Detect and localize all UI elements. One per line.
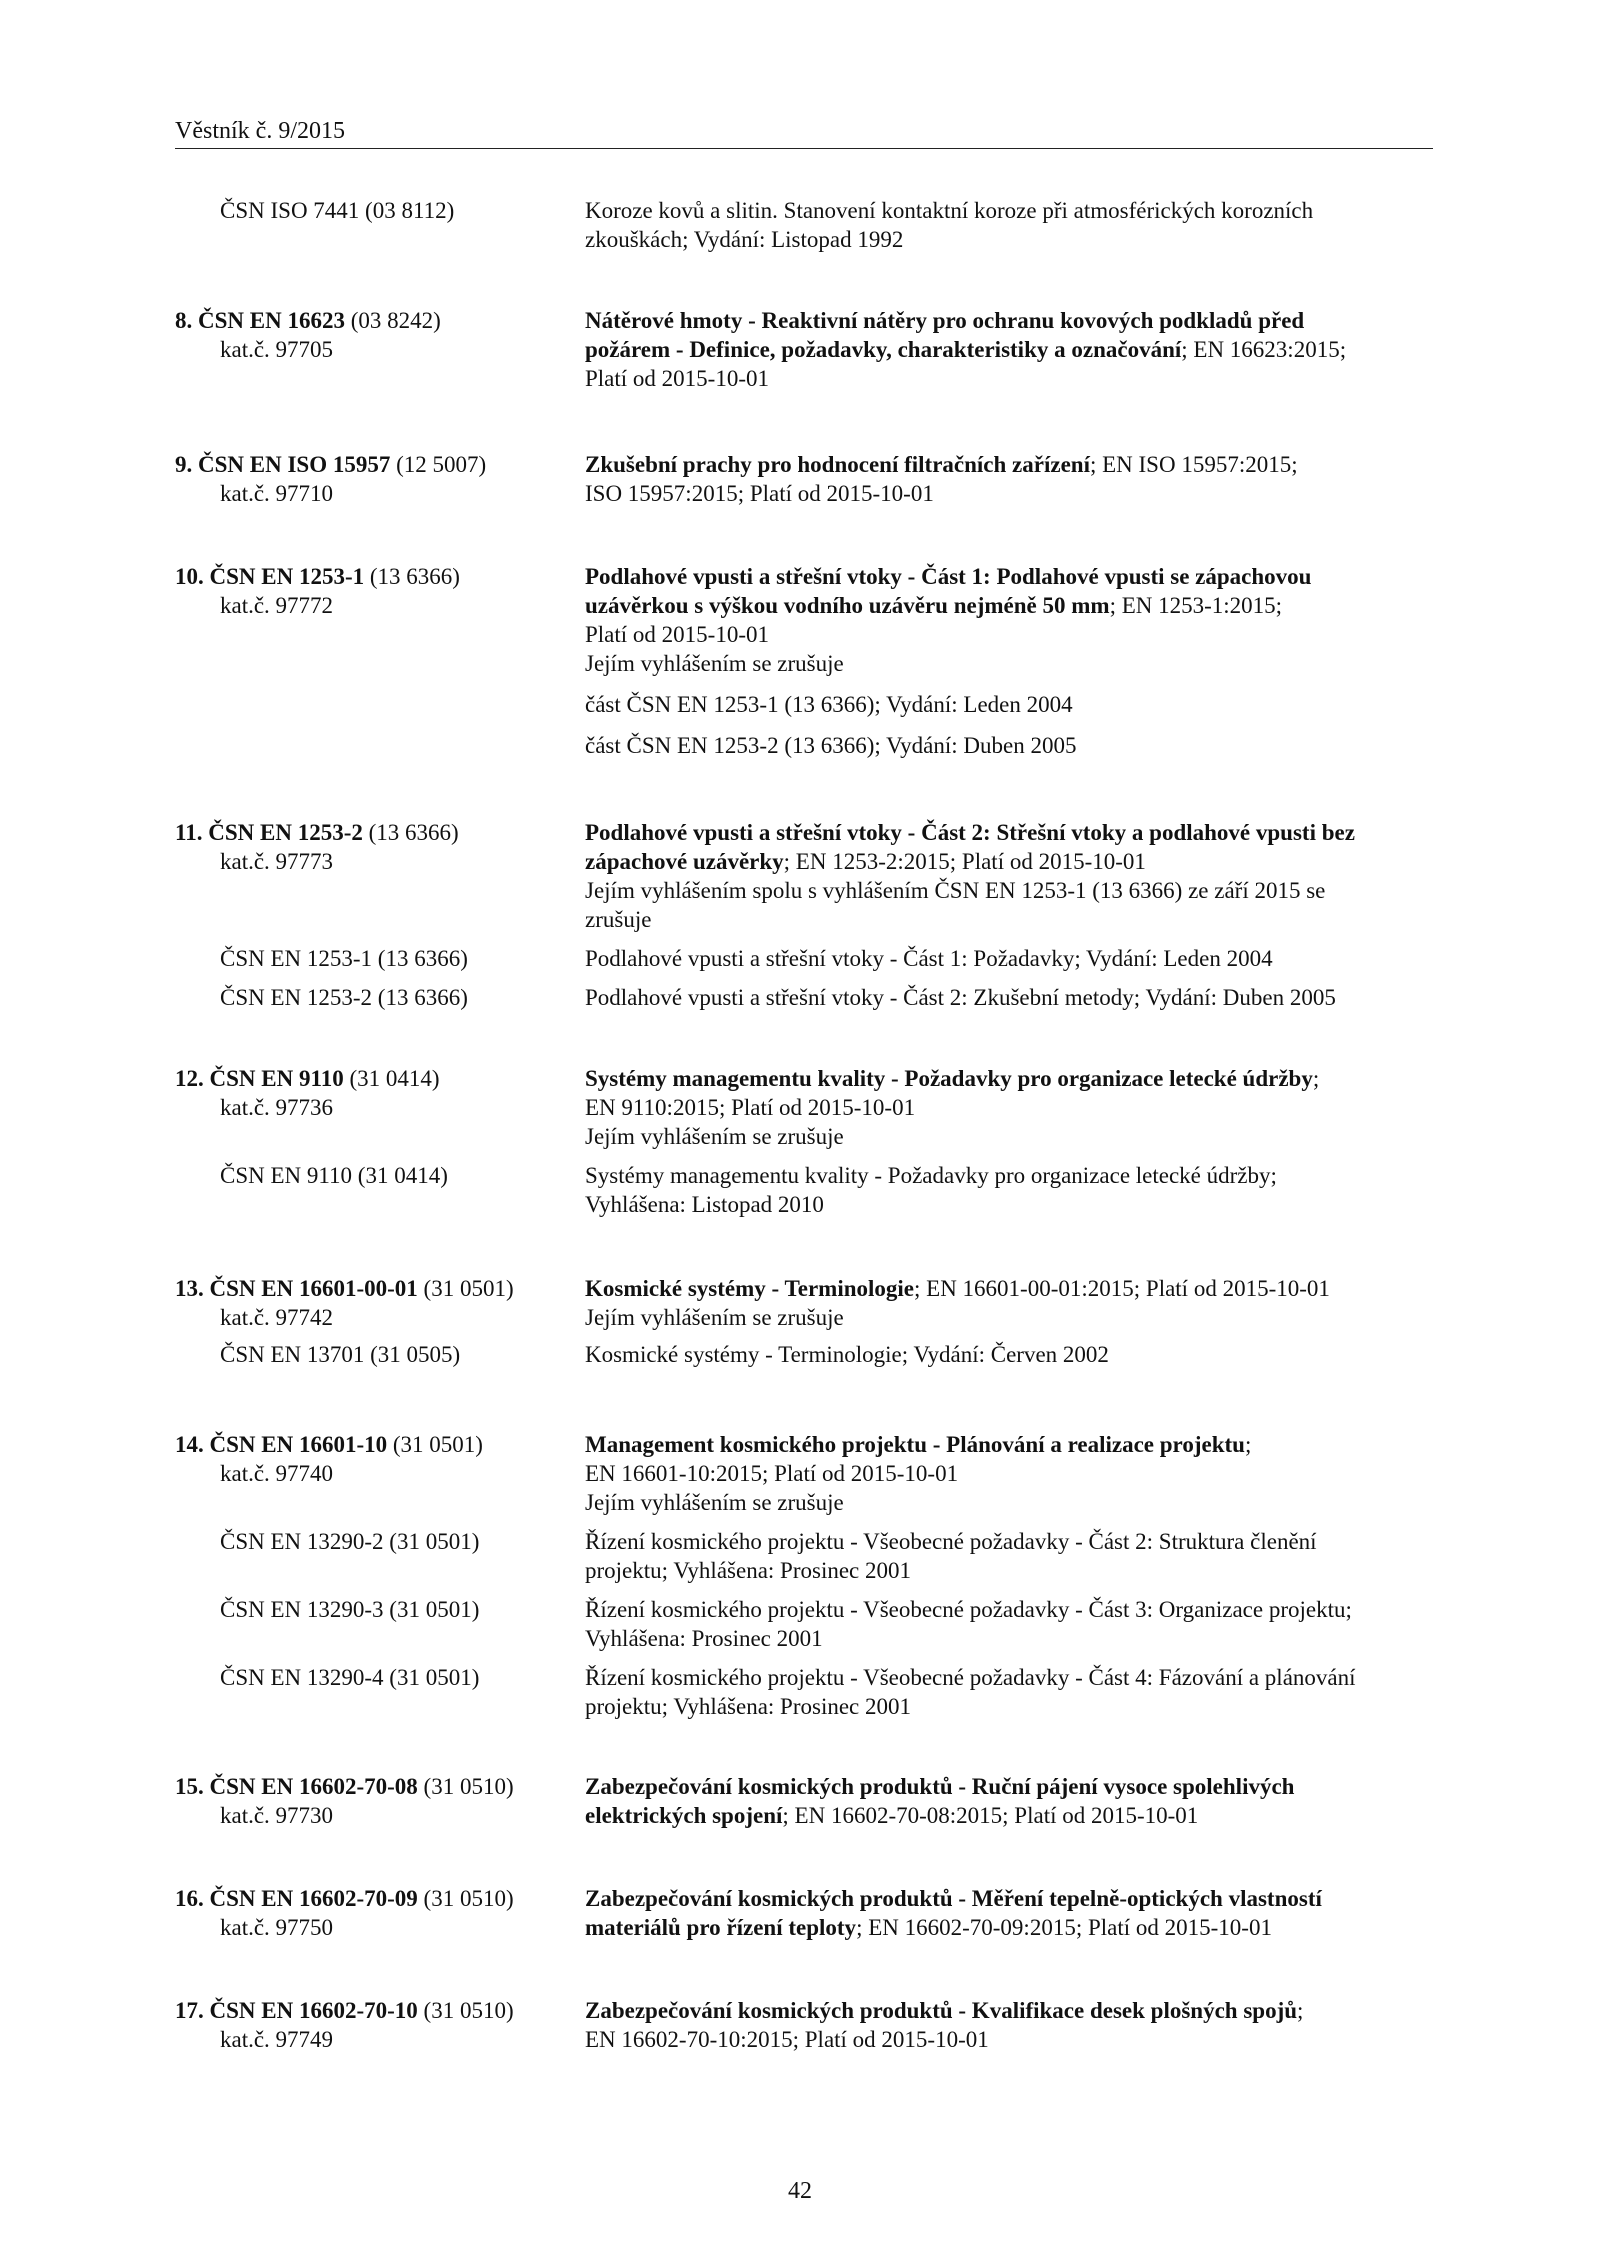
withdrawn-title: projektu; Vyhlášena: Prosinec 2001: [585, 1694, 911, 1719]
withdrawal-note: Jejím vyhlášením spolu s vyhlášením ČSN EN 1253-1 (13 6366) ze září 2015 se: [585, 878, 1326, 903]
standard-title-line: elektrických spojení; EN 16602-70-08:2015; Platí od 2015-10-01: [585, 1803, 1199, 1828]
withdrawn-code: ČSN EN 13290-2 (31 0501): [220, 1529, 480, 1554]
standard-title-line: Systémy managementu kvality - Požadavky pro organizace letecké údržby;: [585, 1066, 1320, 1091]
validity-line: EN 16602-70-10:2015; Platí od 2015-10-01: [585, 2027, 989, 2052]
catalog-number: kat.č. 97773: [220, 849, 334, 874]
catalog-number: kat.č. 97730: [220, 1803, 334, 1828]
validity-line: Platí od 2015-10-01: [585, 366, 769, 391]
validity-line: EN 16601-10:2015; Platí od 2015-10-01: [585, 1461, 959, 1486]
withdrawn-title: Podlahové vpusti a střešní vtoky - Část 1: Požadavky; Vydání: Leden 2004: [585, 946, 1273, 971]
withdrawn-title: Vyhlášena: Prosinec 2001: [585, 1626, 823, 1651]
withdrawn-title: Řízení kosmického projektu - Všeobecné požadavky - Část 3: Organizace projektu;: [585, 1597, 1352, 1622]
standard-entry-15: [175, 1772, 1433, 1830]
standard-code: 13. ČSN EN 16601-00-01 (31 0501): [175, 1276, 514, 1301]
withdrawal-note: Jejím vyhlášením se zrušuje: [585, 1124, 844, 1149]
standard-title-line: zkouškách; Vydání: Listopad 1992: [585, 227, 904, 252]
withdrawal-note: Jejím vyhlášením se zrušuje: [585, 1305, 844, 1330]
withdrawn-standard: část ČSN EN 1253-1 (13 6366); Vydání: Leden 2004: [585, 692, 1073, 717]
withdrawn-code: ČSN EN 1253-1 (13 6366): [220, 946, 468, 971]
standard-code: 15. ČSN EN 16602-70-08 (31 0510): [175, 1774, 514, 1799]
catalog-number: kat.č. 97750: [220, 1915, 334, 1940]
withdrawn-code: ČSN EN 1253-2 (13 6366): [220, 985, 468, 1010]
standard-entry-17: [175, 1996, 1433, 2054]
page-number: 42: [788, 2178, 812, 2204]
catalog-number: kat.č. 97749: [220, 2027, 334, 2052]
standard-title-line: Zabezpečování kosmických produktů - Kvalifikace desek plošných spojů;: [585, 1998, 1304, 2023]
standard-code: 12. ČSN EN 9110 (31 0414): [175, 1066, 440, 1091]
withdrawal-note: Jejím vyhlášením se zrušuje: [585, 1490, 844, 1515]
withdrawn-code: ČSN EN 13290-3 (31 0501): [220, 1597, 480, 1622]
standard-title-line: Zkušební prachy pro hodnocení filtračních zařízení; EN ISO 15957:2015;: [585, 452, 1298, 477]
standard-title-line: materiálů pro řízení teploty; EN 16602-70-09:2015; Platí od 2015-10-01: [585, 1915, 1272, 1940]
standard-code: ČSN ISO 7441 (03 8112): [220, 198, 455, 223]
standard-entry-14: [175, 1430, 1433, 1721]
validity-line: ISO 15957:2015; Platí od 2015-10-01: [585, 481, 934, 506]
standard-code: 9. ČSN EN ISO 15957 (12 5007): [175, 452, 487, 477]
withdrawn-title: Podlahové vpusti a střešní vtoky - Část 2: Zkušební metody; Vydání: Duben 2005: [585, 985, 1336, 1010]
withdrawn-title: Vyhlášena: Listopad 2010: [585, 1192, 824, 1217]
withdrawn-code: ČSN EN 13290-4 (31 0501): [220, 1665, 480, 1690]
standard-title-line: Management kosmického projektu - Plánování a realizace projektu;: [585, 1432, 1252, 1457]
validity-line: EN 9110:2015; Platí od 2015-10-01: [585, 1095, 916, 1120]
standard-title-line: Podlahové vpusti a střešní vtoky - Část 2: Střešní vtoky a podlahové vpusti bez: [585, 820, 1355, 845]
standard-entry-16: [175, 1884, 1433, 1942]
withdrawn-title: Systémy managementu kvality - Požadavky pro organizace letecké údržby;: [585, 1163, 1277, 1188]
withdrawal-note: Jejím vyhlášením se zrušuje: [585, 651, 844, 676]
withdrawn-code: ČSN EN 9110 (31 0414): [220, 1163, 448, 1188]
standard-entry-9: [175, 450, 1433, 508]
withdrawal-note: zrušuje: [585, 907, 652, 932]
standard-entry-8: [175, 306, 1433, 393]
catalog-number: kat.č. 97736: [220, 1095, 334, 1120]
standard-entry-10: [175, 562, 1433, 760]
withdrawn-code: ČSN EN 13701 (31 0505): [220, 1342, 461, 1367]
catalog-number: kat.č. 97710: [220, 481, 334, 506]
page-header: [175, 112, 1433, 149]
validity-line: Platí od 2015-10-01: [585, 622, 769, 647]
standard-entry-11: [175, 818, 1433, 1012]
withdrawn-title: Kosmické systémy - Terminologie; Vydání: Červen 2002: [585, 1342, 1109, 1367]
standard-title-line: Kosmické systémy - Terminologie; EN 16601-00-01:2015; Platí od 2015-10-01: [585, 1276, 1330, 1301]
standard-code: 16. ČSN EN 16602-70-09 (31 0510): [175, 1886, 514, 1911]
standard-code: 17. ČSN EN 16602-70-10 (31 0510): [175, 1998, 514, 2023]
standard-title-line: Zabezpečování kosmických produktů - Měření tepelně-optických vlastností: [585, 1886, 1322, 1911]
standard-entry-12: [175, 1064, 1433, 1219]
catalog-number: kat.č. 97742: [220, 1305, 334, 1330]
standard-entry-13: [175, 1274, 1433, 1369]
standard-title-line: Koroze kovů a slitin. Stanovení kontaktní koroze při atmosférických korozních: [585, 198, 1314, 223]
catalog-number: kat.č. 97740: [220, 1461, 334, 1486]
withdrawn-title: Řízení kosmického projektu - Všeobecné požadavky - Část 2: Struktura členění: [585, 1529, 1317, 1554]
standard-code: 10. ČSN EN 1253-1 (13 6366): [175, 564, 460, 589]
standard-code: 8. ČSN EN 16623 (03 8242): [175, 308, 441, 333]
catalog-number: kat.č. 97705: [220, 337, 334, 362]
catalog-number: kat.č. 97772: [220, 593, 334, 618]
standard-title-line: uzávěrkou s výškou vodního uzávěru nejméně 50 mm; EN 1253-1:2015;: [585, 593, 1283, 618]
withdrawn-title: Řízení kosmického projektu - Všeobecné požadavky - Část 4: Fázování a plánování: [585, 1665, 1356, 1690]
standard-code: 11. ČSN EN 1253-2 (13 6366): [175, 820, 459, 845]
standard-title-line: Zabezpečování kosmických produktů - Ruční pájení vysoce spolehlivých: [585, 1774, 1295, 1799]
standard-title-line: zápachové uzávěrky; EN 1253-2:2015; Platí od 2015-10-01: [585, 849, 1146, 874]
bulletin-title: Věstník č. 9/2015: [175, 118, 345, 144]
standard-entry: [175, 196, 1433, 254]
standard-title-line: Podlahové vpusti a střešní vtoky - Část 1: Podlahové vpusti se zápachovou: [585, 564, 1312, 589]
standard-code: 14. ČSN EN 16601-10 (31 0501): [175, 1432, 483, 1457]
standard-title-line: požárem - Definice, požadavky, charakteristiky a označování; EN 16623:2015;: [585, 337, 1347, 362]
withdrawn-title: projektu; Vyhlášena: Prosinec 2001: [585, 1558, 911, 1583]
standard-title-line: Nátěrové hmoty - Reaktivní nátěry pro ochranu kovových podkladů před: [585, 308, 1305, 333]
withdrawn-standard: část ČSN EN 1253-2 (13 6366); Vydání: Duben 2005: [585, 733, 1077, 758]
